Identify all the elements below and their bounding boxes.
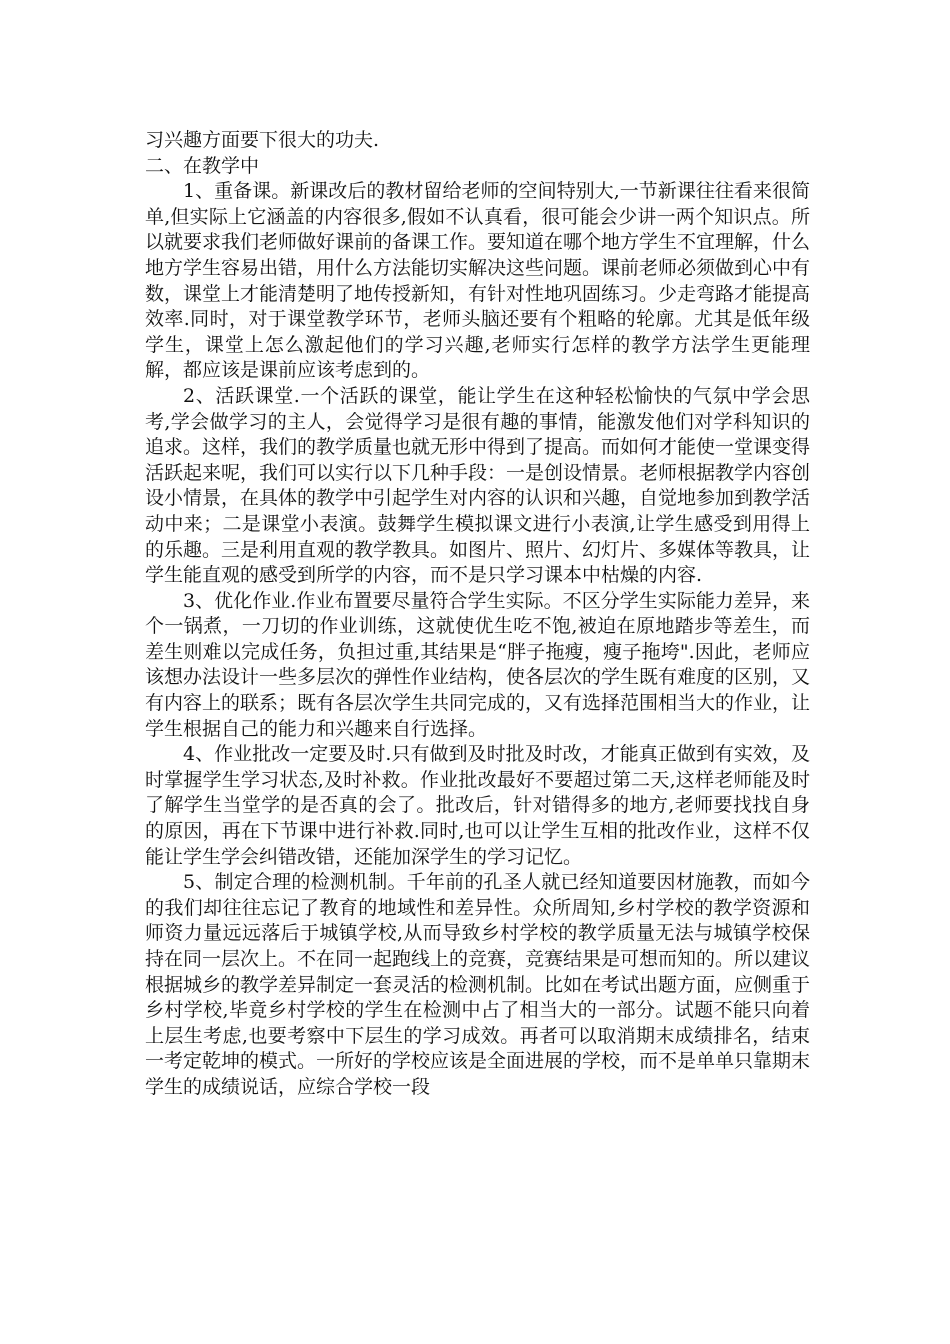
section-heading: 二、在教学中 <box>145 154 260 177</box>
paragraph-lesson-prep: 1、重备课。新课改后的教材留给老师的空间特别大,一节新课往往看来很简单,但实际上它涵盖的内容很多,假如不认真看，很可能会少讲一两个知识点。所以就要求我们老师做好课前的备课工作。要知道在哪个地方学生不宜理解，什么地方学生容易出错，用什么方法能切实解决这些问题。课前老师必须做到心中有数，课堂上才能清楚明了地传授新知，有针对性地巩固练习。少走弯路才能提高效率.同时，对于课堂教学环节，老师头脑还要有个粗略的轮廓。尤其是低年级学生，课堂上怎么激起他们的学习兴趣,老师实行怎样的教学方法学生更能理解，都应该是课前应该考虑到的。 <box>145 180 811 382</box>
paragraph-assessment-mechanism: 5、制定合理的检测机制。千年前的孔圣人就已经知道要因材施教，而如今的我们却往往忘记了教育的地域性和差异性。众所周知,乡村学校的教学资源和师资力量远远落后于城镇学校,从而导致乡村学校的教学质量无法与城镇学校保持在同一层次上。不在同一起跑线上的竞赛，竞赛结果是可想而知的。所以建议根据城乡的教学差异制定一套灵活的检测机制。比如在考试出题方面，应侧重于乡村学校,毕竟乡村学校的学生在检测中占了相当大的一部分。试题不能只向着上层生考虑,也要考察中下层生的学习成效。再者可以取消期末成绩排名，结束一考定乾坤的模式。一所好的学校应该是全面进展的学校，而不是单单只靠期末学生的成绩说话，应综合学校一段 <box>145 871 811 1098</box>
paragraph-timely-grading: 4、作业批改一定要及时.只有做到及时批及时改，才能真正做到有实效，及时掌握学生学习状态,及时补救。作业批改最好不要超过第二天,这样老师能及时了解学生当堂学的是否真的会了。批改后，针对错得多的地方,老师要找找自身的原因，再在下节课中进行补救.同时,也可以让学生互相的批改作业，这样不仅能让学生学会纠错改错，还能加深学生的学习记忆。 <box>145 743 810 868</box>
paragraph-active-classroom: 2、活跃课堂.一个活跃的课堂，能让学生在这种轻松愉快的气氛中学会思考,学会做学习的主人，会觉得学习是很有趣的事情，能激发他们对学科知识的追求。这样，我们的教学质量也就无形中得到了提高。而如何才能使一堂课变得活跃起来呢，我们可以实行以下几种手段：一是创设情景。老师根据教学内容创设小情景，在具体的教学中引起学生对内容的认识和兴趣，自觉地参加到教学活动中来；二是课堂小表演。鼓舞学生模拟课文进行小表演,让学生感受到用得上的乐趣。三是利用直观的教学教具。如图片、照片、幻灯片、多媒体等教具，让学生能直观的感受到所学的内容，而不是只学习课本中枯燥的内容. <box>145 384 811 587</box>
paragraph-continuation: 习兴趣方面要下很大的功夫. <box>145 129 380 151</box>
paragraph-optimize-homework: 3、优化作业.作业布置要尽量符合学生实际。不区分学生实际能力差异，来个一锅煮，一刀切的作业训练，这就使优生吃不饱,被迫在原地踏步等差生，而差生则难以完成任务，负担过重,其结果是“胖子拖瘦，瘦子拖垮".因此，老师应该想办法设计一些多层次的弹性作业结构，使各层次的学生既有难度的区别，又有内容上的联系；既有各层次学生共同完成的，又有选择范围相当大的作业，让学生根据自己的能力和兴趣来自行选择。 <box>145 589 811 740</box>
document-body <box>145 128 810 1101</box>
